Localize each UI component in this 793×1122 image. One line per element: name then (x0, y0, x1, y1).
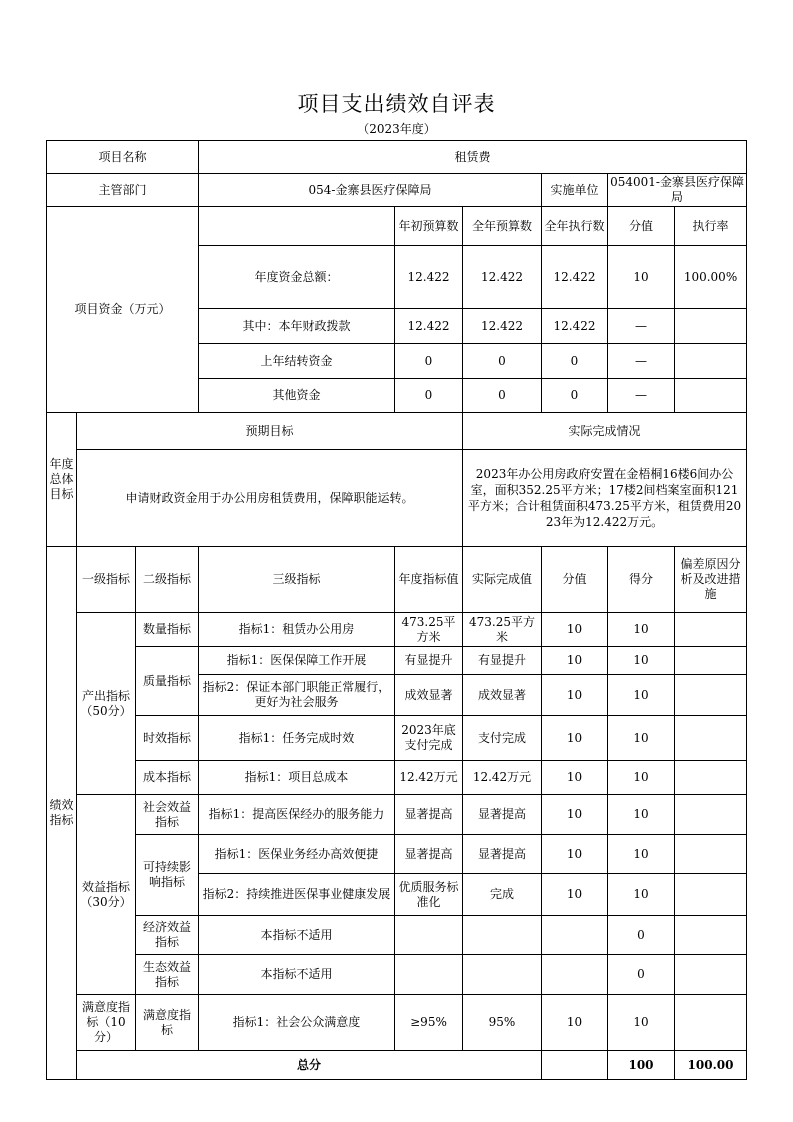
funds-row-label: 年度资金总额： (199, 246, 395, 309)
page-title: 项目支出绩效自评表 (297, 92, 496, 116)
indicator-actual: 95% (463, 995, 542, 1051)
indicator-score-value: 10 (542, 716, 608, 761)
indicator-actual (463, 955, 542, 995)
indicator-deviation (675, 955, 747, 995)
indicator-deviation (675, 675, 747, 716)
goals-section-label: 年度总体目标 (47, 413, 77, 547)
goals-actual-text: 2023年办公用房政府安置在金梧桐16楼6间办公室，面积352.25平方米；17楼2间档案室面积121平方米；合计租赁面积473.25平方米，租赁费用2023年为12.422万元。 (463, 450, 747, 547)
indicator-actual: 完成 (463, 874, 542, 916)
indicator-actual: 显著提高 (463, 795, 542, 835)
indicators-header-deviation: 偏差原因分析及改进措施 (675, 547, 747, 613)
indicator-group-satisfaction: 满意度指标（10分） (77, 995, 136, 1051)
indicator-subgroup-ecological: 生态效益指标 (136, 955, 199, 995)
indicator-score-value: 10 (542, 835, 608, 874)
indicator-subgroup-satisfaction: 满意度指标 (136, 995, 199, 1051)
indicator-score-value (542, 916, 608, 955)
funds-header-blank (199, 207, 395, 246)
indicator-name: 指标1：医保业务经办高效便捷 (199, 835, 395, 874)
funds-row-score-value: — (608, 379, 675, 413)
indicator-score-value: 10 (542, 795, 608, 835)
funds-row-label: 上年结转资金 (199, 344, 395, 379)
total-blank (542, 1051, 608, 1080)
indicator-deviation (675, 795, 747, 835)
indicator-deviation (675, 613, 747, 647)
indicator-score-value: 10 (542, 761, 608, 795)
indicator-score: 10 (608, 647, 675, 675)
indicator-deviation (675, 995, 747, 1051)
funds-row-score-value: — (608, 344, 675, 379)
funds-row-executed: 0 (542, 379, 608, 413)
indicator-target: 12.42万元 (395, 761, 463, 795)
indicator-name: 指标1：租赁办公用房 (199, 613, 395, 647)
indicator-subgroup-quality: 质量指标 (136, 647, 199, 716)
indicator-score: 10 (608, 795, 675, 835)
indicator-target: 2023年底支付完成 (395, 716, 463, 761)
funds-row-annual: 12.422 (463, 246, 542, 309)
indicator-row (47, 835, 747, 874)
indicators-header-score-value: 分值 (542, 547, 608, 613)
funds-row-score-value: — (608, 309, 675, 344)
goals-header-row (47, 413, 747, 450)
dept-row (47, 174, 747, 207)
page-subtitle: （2023年度） (357, 122, 436, 136)
indicator-target: 显著提高 (395, 795, 463, 835)
funds-row-executed: 0 (542, 344, 608, 379)
indicator-subgroup-timeliness: 时效指标 (136, 716, 199, 761)
indicator-name: 指标1：项目总成本 (199, 761, 395, 795)
funds-row-rate (675, 344, 747, 379)
funds-row-annual: 0 (463, 344, 542, 379)
goals-actual-header: 实际完成情况 (463, 413, 747, 450)
funds-header-score-value: 分值 (608, 207, 675, 246)
funds-header-rate: 执行率 (675, 207, 747, 246)
indicator-deviation (675, 647, 747, 675)
indicator-row (47, 995, 747, 1051)
indicator-target: 成效显著 (395, 675, 463, 716)
indicator-actual (463, 916, 542, 955)
indicator-name: 指标2：持续推进医保事业健康发展 (199, 874, 395, 916)
project-name-value: 租赁费 (199, 141, 747, 174)
indicator-group-output: 产出指标（50分） (77, 613, 136, 795)
indicator-actual: 成效显著 (463, 675, 542, 716)
indicator-score-value: 10 (542, 874, 608, 916)
indicator-score-value: 10 (542, 675, 608, 716)
funds-row-rate: 100.00% (675, 246, 747, 309)
indicator-row (47, 716, 747, 761)
indicators-header-target: 年度指标值 (395, 547, 463, 613)
indicator-name: 指标2：保证本部门职能正常履行，更好为社会服务 (199, 675, 395, 716)
funds-row-executed: 12.422 (542, 309, 608, 344)
goals-content-row (47, 450, 747, 547)
indicator-score: 10 (608, 675, 675, 716)
funds-row-annual: 0 (463, 379, 542, 413)
funds-header-initial: 年初预算数 (395, 207, 463, 246)
indicator-target: ≥95% (395, 995, 463, 1051)
indicator-name: 指标1：医保保障工作开展 (199, 647, 395, 675)
indicator-score-value: 10 (542, 613, 608, 647)
funds-row-label: 其他资金 (199, 379, 395, 413)
indicator-deviation (675, 916, 747, 955)
funds-row-annual: 12.422 (463, 309, 542, 344)
indicator-subgroup-sustainable: 可持续影响指标 (136, 835, 199, 916)
indicator-target: 有显提升 (395, 647, 463, 675)
total-label: 总分 (77, 1051, 542, 1080)
funds-row-initial: 12.422 (395, 246, 463, 309)
indicator-subgroup-social: 社会效益指标 (136, 795, 199, 835)
indicator-name: 指标1：任务完成时效 (199, 716, 395, 761)
indicator-row (47, 916, 747, 955)
indicator-subgroup-economic: 经济效益指标 (136, 916, 199, 955)
indicator-deviation (675, 874, 747, 916)
funds-row-rate (675, 309, 747, 344)
indicator-target: 显著提高 (395, 835, 463, 874)
funds-row-executed: 12.422 (542, 246, 608, 309)
indicator-actual: 12.42万元 (463, 761, 542, 795)
indicator-score: 10 (608, 716, 675, 761)
indicator-actual: 显著提高 (463, 835, 542, 874)
indicator-name: 指标1：提高医保经办的服务能力 (199, 795, 395, 835)
indicator-score: 0 (608, 955, 675, 995)
indicators-header-level1: 一级指标 (77, 547, 136, 613)
indicator-score-value (542, 955, 608, 995)
funds-header-row (47, 207, 747, 246)
indicators-section-label: 绩效指标 (47, 547, 77, 1080)
indicator-subgroup-quantity: 数量指标 (136, 613, 199, 647)
evaluation-table (46, 140, 747, 1080)
indicator-row (47, 955, 747, 995)
indicators-header-row (47, 547, 747, 613)
indicator-row (47, 647, 747, 675)
indicator-score: 10 (608, 995, 675, 1051)
indicator-score: 10 (608, 613, 675, 647)
indicator-actual: 473.25平方米 (463, 613, 542, 647)
indicator-actual: 有显提升 (463, 647, 542, 675)
indicator-row (47, 761, 747, 795)
indicator-score-value: 10 (542, 995, 608, 1051)
indicator-row (47, 795, 747, 835)
funds-row-rate (675, 379, 747, 413)
total-row (47, 1051, 747, 1080)
indicator-target: 优质服务标准化 (395, 874, 463, 916)
indicator-deviation (675, 835, 747, 874)
funds-row-initial: 0 (395, 379, 463, 413)
goals-expected-text: 申请财政资金用于办公用房租赁费用，保障职能运转。 (77, 450, 463, 547)
funds-row-label: 其中：本年财政拨款 (199, 309, 395, 344)
funds-row-initial: 12.422 (395, 309, 463, 344)
indicator-actual: 支付完成 (463, 716, 542, 761)
indicator-target (395, 916, 463, 955)
indicator-score-value: 10 (542, 647, 608, 675)
total-score: 100.00 (675, 1051, 747, 1080)
indicator-name: 本指标不适用 (199, 916, 395, 955)
indicator-subgroup-cost: 成本指标 (136, 761, 199, 795)
indicator-score: 10 (608, 874, 675, 916)
total-score-value: 100 (608, 1051, 675, 1080)
unit-value: 054001-金寨县医疗保障局 (608, 174, 747, 207)
indicator-group-benefit: 效益指标（30分） (77, 795, 136, 995)
funds-row-initial: 0 (395, 344, 463, 379)
indicator-score: 0 (608, 916, 675, 955)
indicator-deviation (675, 761, 747, 795)
project-name-row (47, 141, 747, 174)
funds-section-label: 项目资金（万元） (47, 207, 199, 413)
goals-expected-header: 预期目标 (77, 413, 463, 450)
dept-label: 主管部门 (47, 174, 199, 207)
project-name-label: 项目名称 (47, 141, 199, 174)
funds-header-annual: 全年预算数 (463, 207, 542, 246)
indicator-name: 本指标不适用 (199, 955, 395, 995)
indicator-score: 10 (608, 761, 675, 795)
indicators-header-score: 得分 (608, 547, 675, 613)
indicator-row (47, 613, 747, 647)
indicator-target: 473.25平方米 (395, 613, 463, 647)
indicator-deviation (675, 716, 747, 761)
dept-value: 054-金寨县医疗保障局 (199, 174, 542, 207)
unit-label: 实施单位 (542, 174, 608, 207)
indicator-name: 指标1：社会公众满意度 (199, 995, 395, 1051)
indicators-header-actual: 实际完成值 (463, 547, 542, 613)
indicator-score: 10 (608, 835, 675, 874)
indicator-target (395, 955, 463, 995)
indicators-header-level3: 三级指标 (199, 547, 395, 613)
indicators-header-level2: 二级指标 (136, 547, 199, 613)
funds-header-executed: 全年执行数 (542, 207, 608, 246)
funds-row-score-value: 10 (608, 246, 675, 309)
